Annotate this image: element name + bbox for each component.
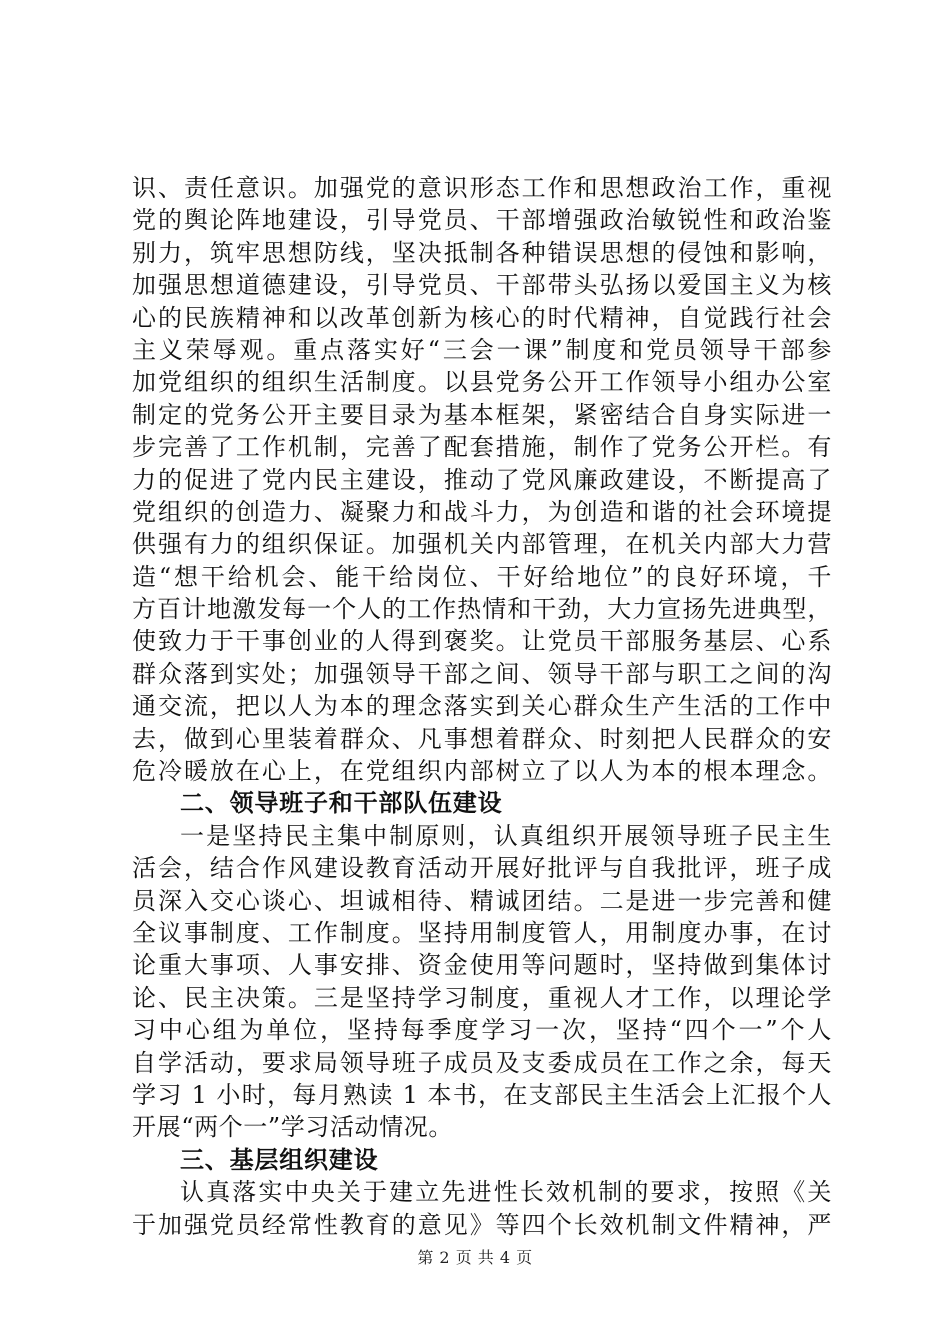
text-line: 学习 1 小时，每月熟读 1 本书，在支部民主生活会上汇报个人 <box>132 1080 832 1109</box>
text-line: 制定的党务公开主要目录为基本框架，紧密结合自身实际进一 <box>132 400 832 429</box>
section-2 <box>132 787 832 1143</box>
text-line: 力的促进了党内民主建设，推动了党风廉政建设，不断提高了 <box>132 465 832 494</box>
text-line: 党组织的创造力、凝聚力和战斗力，为创造和谐的社会环境提 <box>132 497 832 526</box>
paragraph-1 <box>132 172 832 787</box>
text-line: 活会，结合作风建设教育活动开展好批评与自我批评，班子成 <box>132 854 832 883</box>
text-line: 通交流，把以人为本的理念落实到关心群众生产生活的工作中 <box>132 692 832 721</box>
text-line: 开展“两个一”学习活动情况。 <box>132 1113 453 1142</box>
text-line: 识、责任意识。加强党的意识形态工作和思想政治工作，重视 <box>132 174 832 202</box>
text-line: 习中心组为单位，坚持每季度学习一次，坚持“四个一”个人 <box>132 1016 832 1045</box>
text-line: 方百计地激发每一个人的工作热情和干劲，大力宣扬先进典型， <box>132 595 832 624</box>
text-line: 步完善了工作机制，完善了配套措施，制作了党务公开栏。有 <box>132 433 832 462</box>
page-number-footer: 第 2 页 共 4 页 <box>417 1248 533 1267</box>
section-heading: 二、领导班子和干部队伍建设 <box>180 788 503 818</box>
text-line: 危冷暖放在心上，在党组织内部树立了以人为本的根本理念。 <box>132 757 832 786</box>
text-line: 自学活动，要求局领导班子成员及支委成员在工作之余，每天 <box>132 1048 832 1077</box>
text-line: 造“想干给机会、能干给岗位、干好给地位”的良好环境，千 <box>132 562 832 591</box>
text-line: 别力，筑牢思想防线，坚决抵制各种错误思想的侵蚀和影响， <box>132 238 832 267</box>
text-line: 供强有力的组织保证。加强机关内部管理，在机关内部大力营 <box>132 530 832 559</box>
text-line: 论、民主决策。三是坚持学习制度，重视人才工作，以理论学 <box>132 983 832 1012</box>
text-line: 心的民族精神和以改革创新为核心的时代精神，自觉践行社会 <box>132 303 832 332</box>
text-line: 加强思想道德建设，引导党员、干部带头弘扬以爱国主义为核 <box>132 271 832 300</box>
section-heading: 三、基层组织建设 <box>180 1144 379 1174</box>
text-line: 员深入交心谈心、坦诚相待、精诚团结。二是进一步完善和健 <box>132 886 832 915</box>
text-line: 群众落到实处；加强领导干部之间、领导干部与职工之间的沟 <box>132 659 832 688</box>
document-body <box>132 172 832 1241</box>
text-line: 论重大事项、人事安排、资金使用等问题时，坚持做到集体讨 <box>132 951 832 980</box>
text-line: 于加强党员经常性教育的意见》等四个长效机制文件精神，严 <box>132 1210 832 1239</box>
text-line: 加党组织的组织生活制度。以县党务公开工作领导小组办公室 <box>132 368 832 397</box>
text-line: 党的舆论阵地建设，引导党员、干部增强政治敏锐性和政治鉴 <box>132 206 832 235</box>
text-line: 主义荣辱观。重点落实好“三会一课”制度和党员领导干部参 <box>132 335 832 364</box>
text-line: 全议事制度、工作制度。坚持用制度管人，用制度办事，在讨 <box>132 918 832 947</box>
text-line: 认真落实中央关于建立先进性长效机制的要求，按照《关 <box>180 1178 832 1207</box>
text-line: 一是坚持民主集中制原则，认真组织开展领导班子民主生 <box>180 821 832 850</box>
text-line: 使致力于干事创业的人得到褒奖。让党员干部服务基层、心系 <box>132 627 832 656</box>
text-line: 去，做到心里装着群众、凡事想着群众、时刻把人民群众的安 <box>132 724 832 753</box>
section-3 <box>132 1144 832 1241</box>
